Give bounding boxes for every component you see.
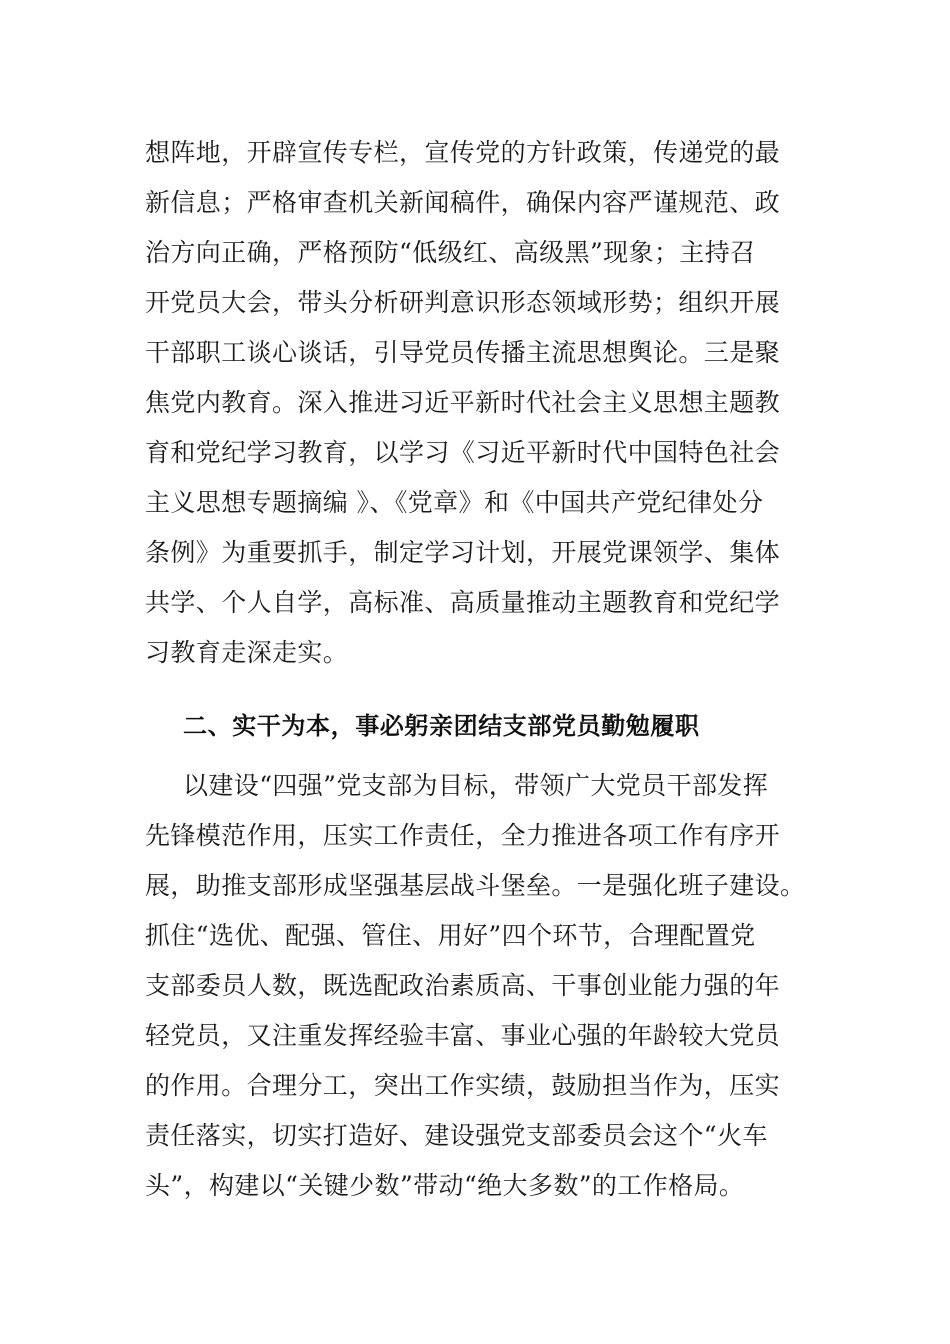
paragraph-line: 干部职工谈心谈话，引导党员传播主流思想舆论。三是聚 xyxy=(145,338,781,367)
paragraph-line: 抓住“选优、配强、管住、用好”四个环节，合理配置党 xyxy=(145,921,756,950)
paragraph-line: 开党员大会，带头分析研判意识形态领域形势；组织开展 xyxy=(145,288,781,317)
paragraph-line: 治方向正确，严格预防“低级红、高级黑”现象；主持召 xyxy=(145,238,756,267)
paragraph-continued xyxy=(145,128,805,678)
paragraph-line: 轻党员，又注重发挥经验丰富、事业心强的年龄较大党员 xyxy=(145,1021,781,1050)
paragraph-line-first: 以建设“四强”党支部为目标，带领广大党员干部发挥 xyxy=(183,771,769,800)
paragraph-line: 责任落实，切实打造好、建设强党支部委员会这个“火车 xyxy=(145,1121,768,1150)
section-heading: 二、实干为本，事必躬亲团结支部党员勤勉履职 xyxy=(183,712,700,740)
paragraph-line: 条例》为重要抓手，制定学习计划，开展党课领学、集体 xyxy=(145,538,781,567)
paragraph-line: 支部委员人数，既选配政治素质高、干事创业能力强的年 xyxy=(145,971,781,1000)
paragraph-line: 先锋模范作用，压实工作责任，全力推进各项工作有序开 xyxy=(145,821,781,850)
paragraph-line: 主义思想专题摘编 》、《党章》和《中国共产党纪律处分 xyxy=(145,488,764,517)
paragraph-line: 焦党内教育。深入推进习近平新时代社会主义思想主题教 xyxy=(145,388,781,417)
paragraph-line: 共学、个人自学，高标准、高质量推动主题教育和党纪学 xyxy=(145,588,781,617)
paragraph-section-two xyxy=(145,761,805,1211)
paragraph-line: 想阵地，开辟宣传专栏，宣传党的方针政策，传递党的最 xyxy=(145,138,781,167)
paragraph-line: 新信息；严格审查机关新闻稿件，确保内容严谨规范、政 xyxy=(145,188,781,217)
paragraph-line: 的作用。合理分工，突出工作实绩，鼓励担当作为，压实 xyxy=(145,1071,781,1100)
paragraph-line: 头”，构建以“关键少数”带动“绝大多数”的工作格局。 xyxy=(145,1171,745,1200)
paragraph-line: 习教育走深走实。 xyxy=(145,638,349,667)
paragraph-line: 育和党纪学习教育，以学习《习近平新时代中国特色社会 xyxy=(145,438,781,467)
document-body xyxy=(145,128,805,1211)
paragraph-line: 展，助推支部形成坚强基层战斗堡垒。一是强化班子建设。 xyxy=(145,871,806,900)
